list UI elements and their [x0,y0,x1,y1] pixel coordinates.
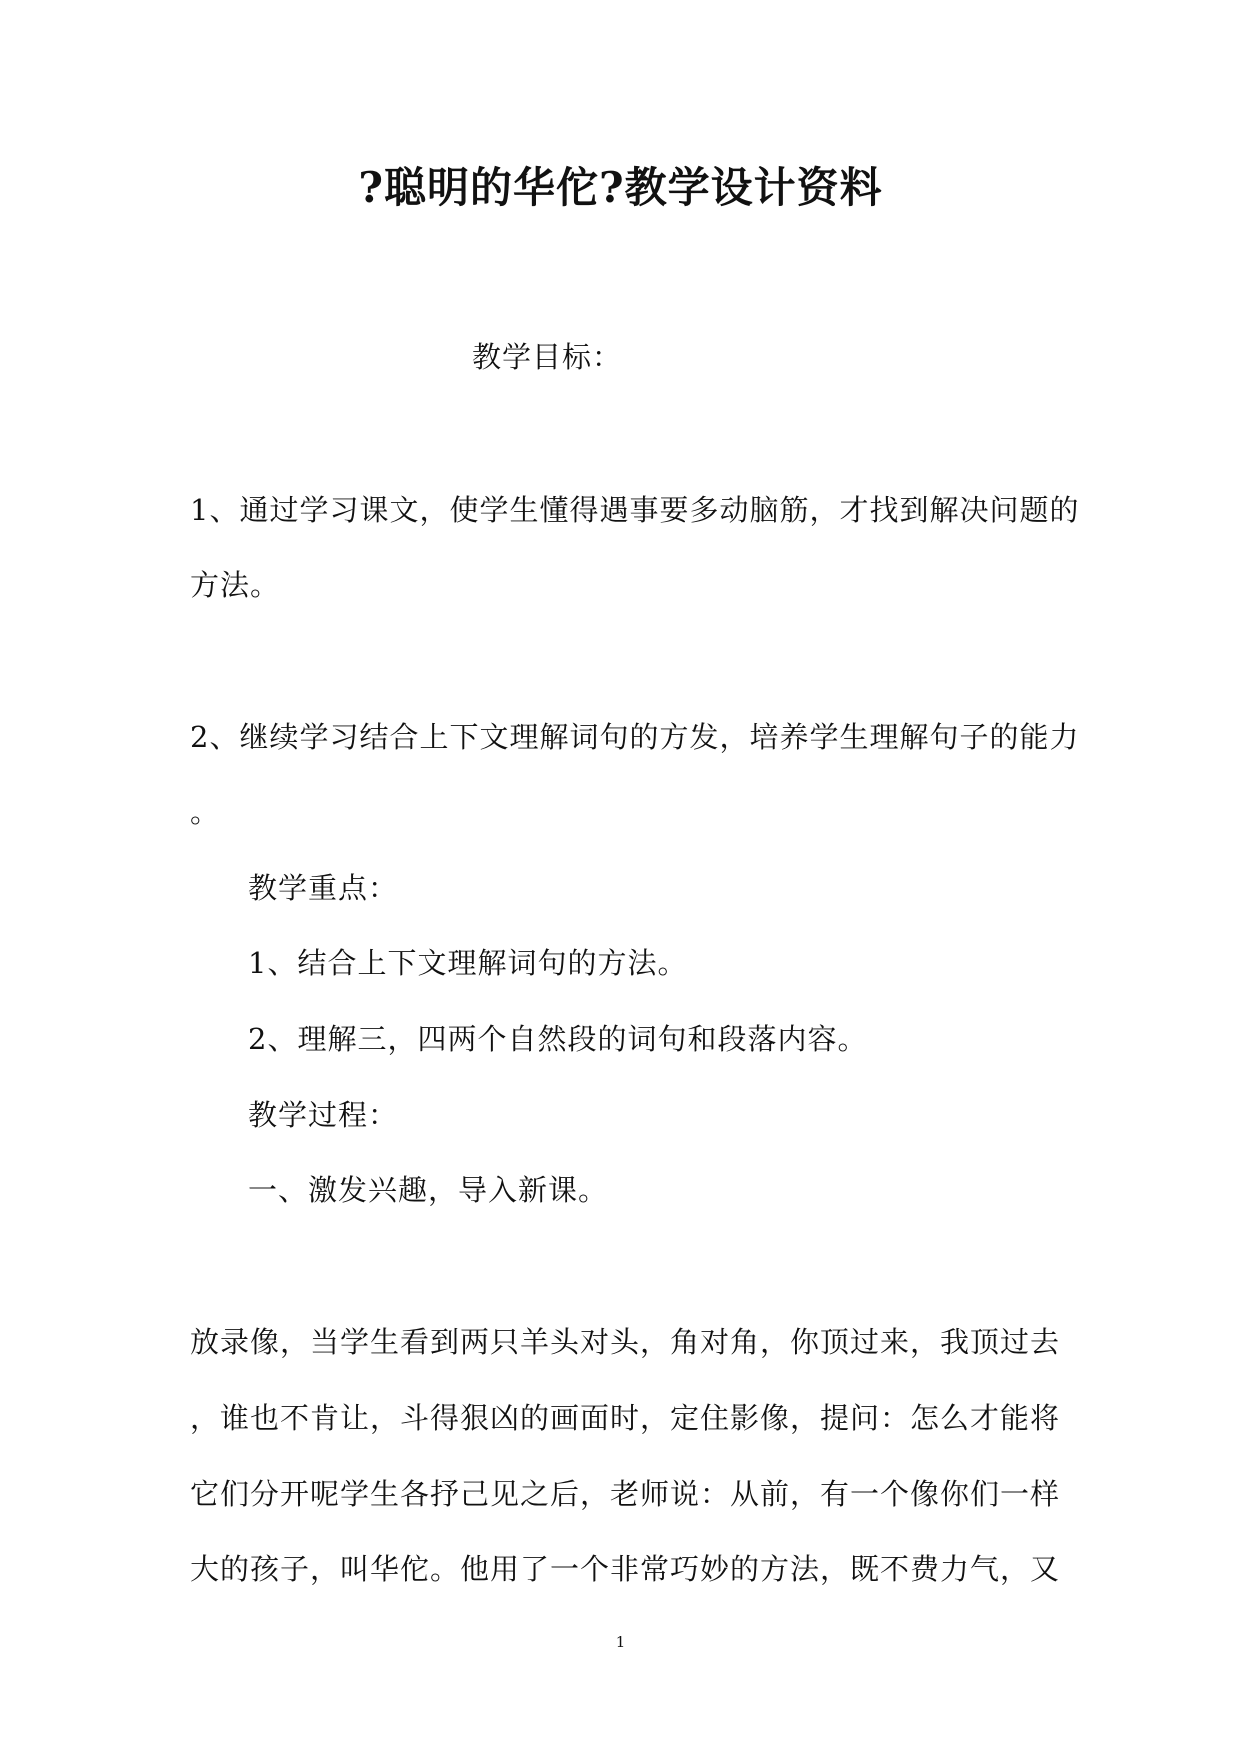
section-heading-process: 教学过程： [248,1098,399,1132]
paragraph-line: 它们分开呢学生各抒己见之后，老师说：从前，有一个像你们一样 [190,1477,1061,1511]
document-title: ?聪明的华佗?教学设计资料 [358,163,883,212]
section-heading-objectives: 教学目标： [472,340,623,374]
subsection-heading: 一、激发兴趣，导入新课。 [248,1173,609,1207]
page-number: 1 [615,1633,626,1651]
section-heading-key-points: 教学重点： [248,871,399,905]
list-item: 1、结合上下文理解词句的方法。 [248,946,688,980]
paragraph-line: 方法。 [190,568,281,602]
paragraph-line: 。 [190,795,221,829]
paragraph-line: ，谁也不肯让，斗得狠凶的画面时，定住影像，提问：怎么才能将 [190,1401,1061,1435]
paragraph-line: 大的孩子，叫华佗。他用了一个非常巧妙的方法，既不费力气，又 [190,1552,1061,1586]
list-item: 2、理解三，四两个自然段的词句和段落内容。 [248,1022,868,1056]
paragraph-line: 放录像，当学生看到两只羊头对头，角对角，你顶过来，我顶过去 [190,1325,1061,1359]
paragraph-line: 1、通过学习课文，使学生懂得遇事要多动脑筋，才找到解决问题的 [190,493,1080,527]
paragraph-line: 2、继续学习结合上下文理解词句的方发，培养学生理解句子的能力 [190,720,1080,754]
